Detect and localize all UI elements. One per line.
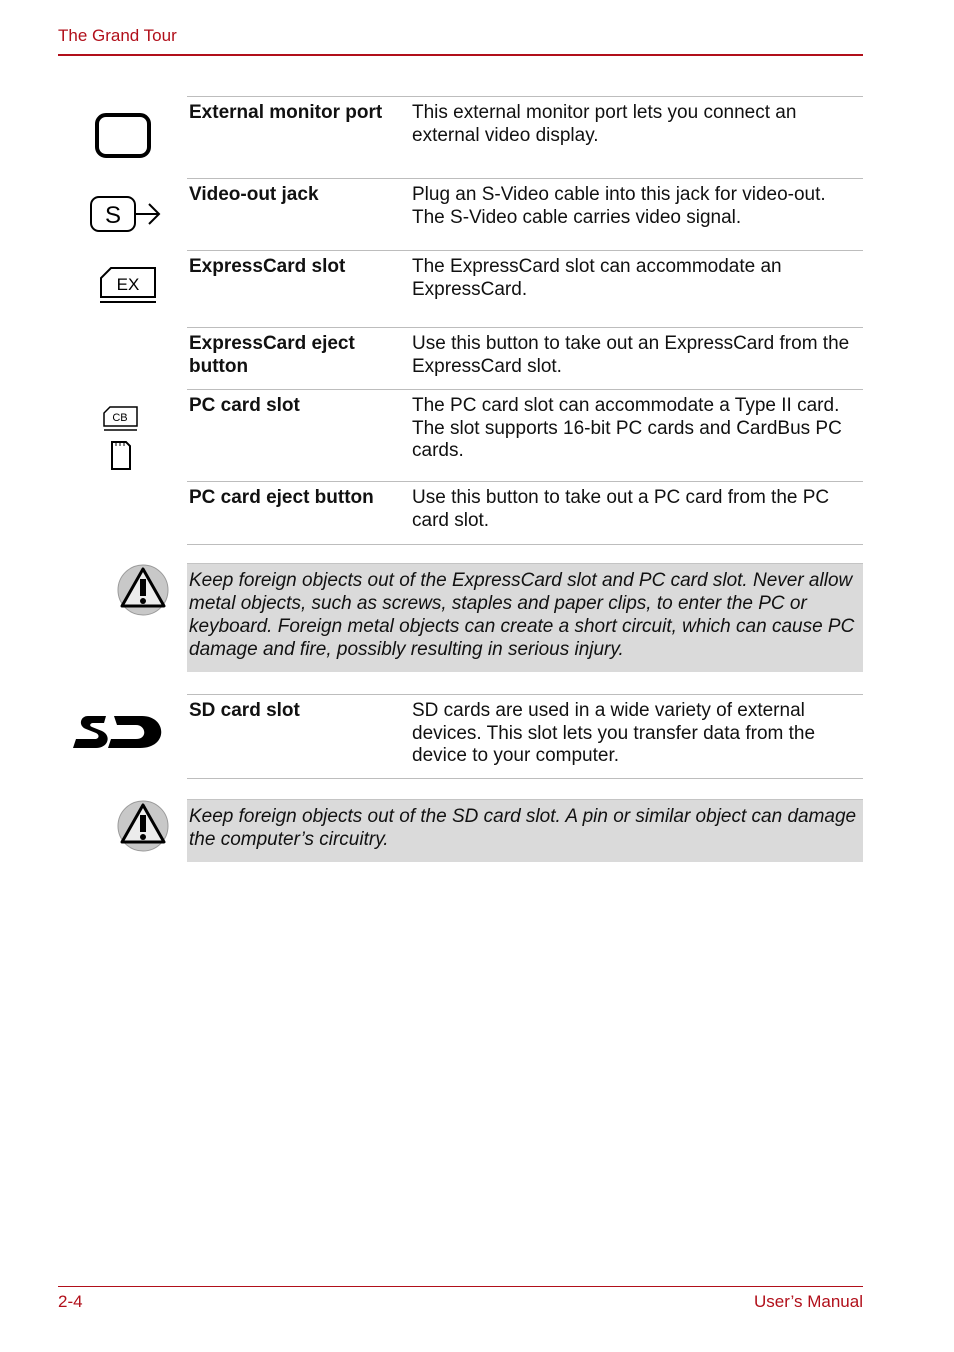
table-row [187,389,863,482]
external-monitor-icon [94,112,152,160]
pc-card-icon [102,404,140,472]
row-description: Use this button to take out a PC card from the PC card slot. [412,487,830,531]
table-row [187,694,863,779]
table-row [187,327,863,390]
caution-note [187,799,863,862]
svg-text:EX: EX [116,275,140,294]
sd-card-icon [72,712,170,752]
row-term: ExpressCard eject button [189,333,355,377]
row-term: Video-out jack [189,184,319,205]
warning-icon [116,799,170,853]
row-description: Plug an S-Video cable into this jack for video-out. The S-Video cable carries video signal. [412,184,826,228]
row-description: SD cards are used in a wide variety of external devices. This slot lets you transfer data from the device to your computer. [412,700,816,766]
caution-note [187,563,863,672]
caution-text: Keep foreign objects out of the SD card slot. A pin or similar object can damage the computer’s circuitry. [189,806,857,850]
row-term: SD card slot [189,700,300,721]
row-term: External monitor port [189,102,383,123]
running-header: The Grand Tour [58,26,177,45]
row-description: This external monitor port lets you connect an external video display. [412,102,797,146]
row-description: The ExpressCard slot can accommodate an ExpressCard. [412,256,782,300]
svg-text:S: S [104,202,122,229]
table-row [187,178,863,251]
row-description: Use this button to take out an ExpressCard from the ExpressCard slot. [412,333,850,377]
row-term: ExpressCard slot [189,256,346,277]
table-row [187,96,863,179]
row-term: PC card slot [189,395,300,416]
expresscard-icon [98,265,158,305]
table-row [187,250,863,328]
footer-divider [58,1286,863,1287]
warning-icon [116,563,170,617]
header-divider [58,54,863,56]
page-number: 2-4 [58,1292,83,1311]
s-video-icon [89,194,163,234]
caution-text: Keep foreign objects out of the ExpressCard slot and PC card slot. Never allow metal objects, such as screws, staples and paper clips, to enter the PC or keyboard. Foreign metal objects can create a short circuit, which can cause PC damage and fire, possibly resulting in serious injury. [189,570,855,660]
manual-title: User’s Manual [754,1292,863,1311]
table-row [187,481,863,545]
row-description: The PC card slot can accommodate a Type II card. The slot supports 16-bit PC cards and CardBus PC cards. [412,395,842,461]
row-term: PC card eject button [189,487,374,508]
svg-text:CB: CB [112,412,128,424]
